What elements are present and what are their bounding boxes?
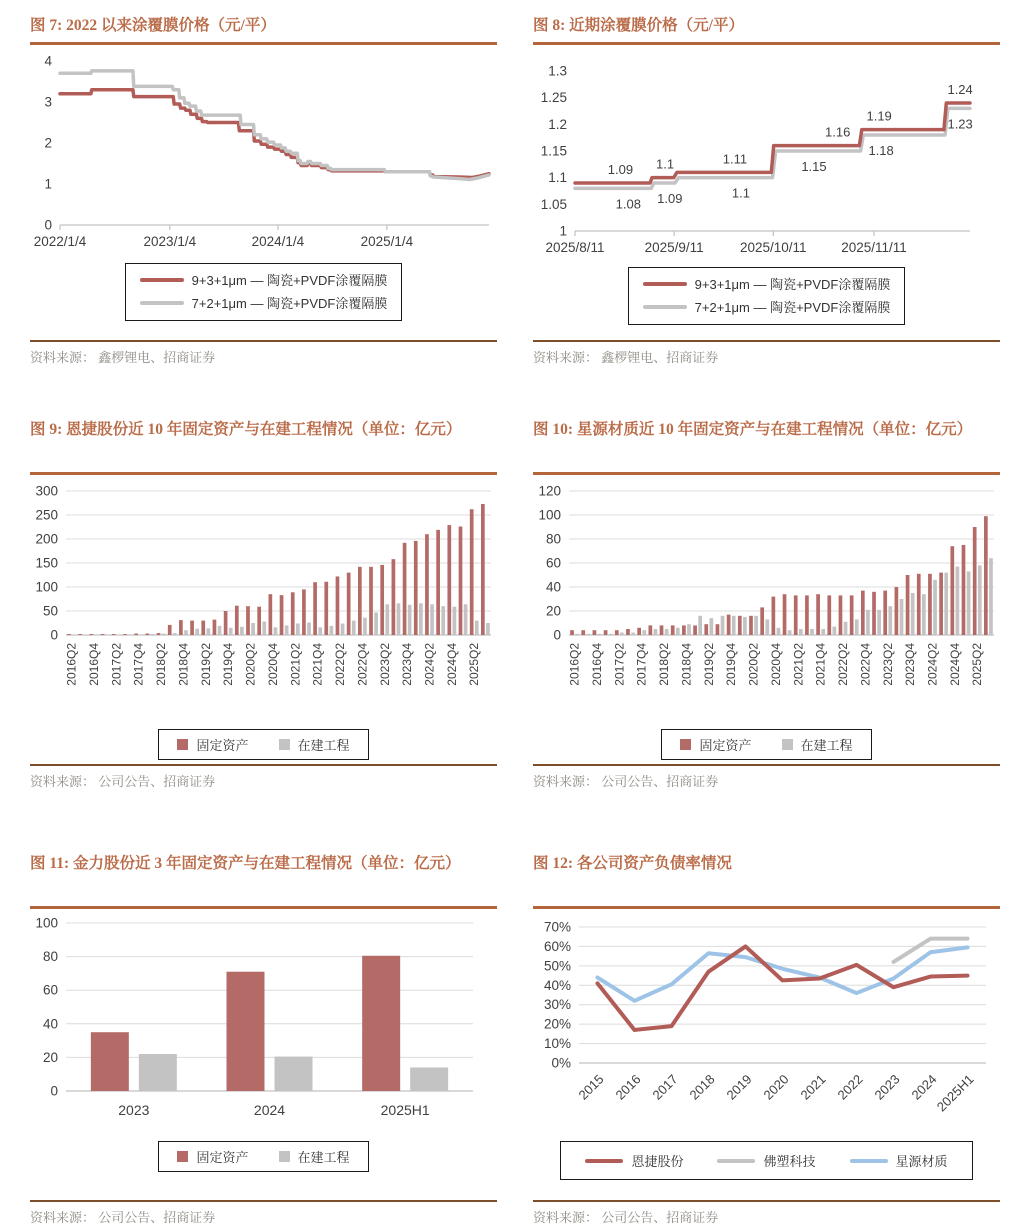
svg-text:20: 20 (545, 603, 561, 619)
figure10-title: 图 10: 星源材质近 10 年固定资产与在建工程情况（单位：亿元） (533, 421, 973, 438)
svg-text:2025/9/11: 2025/9/11 (644, 240, 704, 255)
svg-text:2016: 2016 (612, 1071, 644, 1103)
legend-item (177, 1147, 248, 1166)
svg-text:2017Q2: 2017Q2 (109, 643, 124, 686)
svg-text:300: 300 (35, 483, 58, 499)
figure7-title: 图 7: 2022 以来涂覆膜价格（元/平） (30, 17, 276, 34)
legend-swatch-red-line (140, 278, 184, 282)
figure8-legend-row (533, 267, 1000, 325)
legend-label: 7+2+1μm — 陶瓷+PVDF涂覆隔膜 (191, 296, 388, 311)
legend-item (585, 1151, 683, 1170)
figure8-plot (533, 53, 1000, 257)
svg-text:2025H1: 2025H1 (933, 1071, 977, 1115)
svg-text:1.1: 1.1 (656, 156, 675, 172)
svg-text:0: 0 (50, 627, 58, 643)
legend-item (279, 735, 350, 754)
svg-text:2023Q2: 2023Q2 (880, 643, 895, 686)
figure-12 (533, 852, 1000, 1226)
fig12-legend (560, 1141, 972, 1180)
svg-text:2022: 2022 (834, 1071, 866, 1103)
title-rule (30, 906, 497, 909)
legend-label: 9+3+1μm — 陶瓷+PVDF涂覆隔膜 (191, 273, 388, 288)
figure8-title: 图 8: 近期涂覆膜价格（元/平） (533, 17, 744, 34)
svg-text:2025/8/11: 2025/8/11 (545, 240, 605, 255)
legend-swatch-red-line (643, 282, 687, 286)
svg-text:2023Q4: 2023Q4 (400, 643, 415, 686)
figure9-title: 图 9: 恩捷股份近 10 年固定资产与在建工程情况（单位：亿元） (30, 421, 462, 438)
svg-text:80: 80 (545, 531, 561, 547)
svg-text:2017Q4: 2017Q4 (634, 643, 649, 686)
svg-text:3: 3 (44, 94, 52, 110)
svg-text:2018Q4: 2018Q4 (679, 643, 694, 686)
figure11-source: 资料来源： 公司公告、招商证券 (30, 1200, 497, 1226)
fig7-legend (125, 263, 403, 321)
svg-text:1.18: 1.18 (868, 143, 894, 158)
svg-text:2024Q2: 2024Q2 (925, 643, 940, 686)
svg-text:2025/1/4: 2025/1/4 (360, 234, 414, 249)
svg-text:2020: 2020 (760, 1071, 792, 1103)
svg-text:2020Q2: 2020Q2 (746, 643, 761, 686)
svg-text:2023Q4: 2023Q4 (903, 643, 918, 686)
legend-label: 在建工程 (297, 1150, 350, 1165)
svg-text:1.15: 1.15 (801, 159, 827, 174)
legend-label: 在建工程 (800, 738, 853, 753)
legend-swatch-gray-line (140, 301, 184, 305)
figure-row-1 (30, 14, 1000, 366)
figure11-plot (30, 915, 497, 1127)
legend-swatch-red_bar-square (177, 1151, 188, 1162)
svg-text:2023Q2: 2023Q2 (377, 643, 392, 686)
svg-text:250: 250 (35, 507, 58, 523)
svg-text:2021Q4: 2021Q4 (813, 643, 828, 686)
fig7-canvas (30, 53, 497, 253)
legend-swatch-gray-square (279, 739, 290, 750)
figure10-source: 资料来源： 公司公告、招商证券 (533, 764, 1000, 790)
svg-text:60: 60 (42, 982, 58, 998)
svg-text:1.09: 1.09 (657, 191, 683, 206)
svg-text:0%: 0% (551, 1055, 571, 1071)
figure7-plot (30, 53, 497, 253)
legend-swatch-gray-line (717, 1159, 755, 1163)
svg-text:2023/1/4: 2023/1/4 (143, 234, 197, 249)
fig9-canvas (30, 485, 497, 723)
svg-text:150: 150 (35, 555, 58, 571)
svg-text:2022Q2: 2022Q2 (333, 643, 348, 686)
svg-text:2017Q4: 2017Q4 (131, 643, 146, 686)
fig8-legend (628, 267, 906, 325)
svg-text:2017Q2: 2017Q2 (612, 643, 627, 686)
svg-text:2020Q2: 2020Q2 (243, 643, 258, 686)
fig8-canvas (533, 53, 1000, 257)
figure-9 (30, 418, 497, 790)
svg-text:50: 50 (42, 603, 58, 619)
legend-label: 固定资产 (699, 738, 752, 753)
figure10-plot (533, 485, 1000, 723)
svg-text:60%: 60% (543, 938, 571, 954)
svg-text:1.15: 1.15 (540, 143, 567, 159)
svg-text:2024Q4: 2024Q4 (444, 643, 459, 686)
legend-label: 9+3+1μm — 陶瓷+PVDF涂覆隔膜 (694, 277, 891, 292)
svg-text:1.3: 1.3 (548, 63, 567, 79)
fig12-canvas (533, 919, 1000, 1133)
svg-text:2025Q2: 2025Q2 (970, 643, 985, 686)
figure12-plot (533, 919, 1000, 1133)
svg-text:1.19: 1.19 (866, 108, 892, 124)
svg-text:2019Q2: 2019Q2 (701, 643, 716, 686)
svg-text:2023: 2023 (871, 1071, 903, 1103)
svg-text:1.1: 1.1 (731, 185, 750, 201)
svg-text:100: 100 (538, 507, 561, 523)
legend-item (279, 1147, 350, 1166)
svg-text:2022Q4: 2022Q4 (355, 643, 370, 686)
svg-text:1.23: 1.23 (947, 116, 973, 132)
fig7-line-1 (60, 71, 489, 180)
svg-text:2024: 2024 (253, 1102, 286, 1118)
figure7-legend-row (30, 263, 497, 321)
svg-text:2016Q4: 2016Q4 (86, 643, 101, 686)
svg-text:2024/1/4: 2024/1/4 (251, 234, 305, 249)
svg-text:40%: 40% (543, 977, 571, 993)
svg-text:1.25: 1.25 (540, 90, 567, 106)
svg-text:2025/10/11: 2025/10/11 (740, 240, 807, 255)
legend-label: 星源材质 (895, 1154, 948, 1169)
svg-text:2019Q4: 2019Q4 (221, 643, 236, 686)
svg-text:2: 2 (44, 135, 52, 151)
title-rule (30, 472, 497, 475)
svg-text:2018Q2: 2018Q2 (154, 643, 169, 686)
svg-text:1.2: 1.2 (548, 116, 567, 132)
svg-text:2025Q2: 2025Q2 (467, 643, 482, 686)
fig12-line-0 (598, 947, 968, 1000)
legend-label: 固定资产 (196, 1150, 249, 1165)
legend-swatch-gray-line (643, 305, 687, 309)
svg-text:2024Q2: 2024Q2 (422, 643, 437, 686)
legend-swatch-gray-square (279, 1151, 290, 1162)
legend-swatch-red_bar-square (680, 739, 691, 750)
figure-8 (533, 14, 1000, 366)
svg-text:1.1: 1.1 (548, 170, 567, 186)
fig9-legend (158, 729, 368, 760)
title-rule (533, 472, 1000, 475)
legend-item (643, 297, 891, 316)
svg-text:2015: 2015 (575, 1071, 607, 1103)
legend-item (680, 735, 751, 754)
svg-text:1.16: 1.16 (825, 124, 851, 140)
svg-text:40: 40 (42, 1016, 58, 1032)
svg-text:100: 100 (35, 579, 58, 595)
title-rule (533, 42, 1000, 45)
svg-text:70%: 70% (543, 919, 571, 935)
legend-label: 佛塑科技 (763, 1154, 816, 1169)
svg-text:4: 4 (44, 53, 52, 69)
legend-item (782, 735, 853, 754)
svg-text:2016Q2: 2016Q2 (64, 643, 79, 686)
svg-text:2023: 2023 (118, 1102, 150, 1118)
svg-text:30%: 30% (543, 997, 571, 1013)
legend-item (717, 1151, 815, 1170)
legend-label: 7+2+1μm — 陶瓷+PVDF涂覆隔膜 (694, 300, 891, 315)
title-rule (30, 42, 497, 45)
svg-text:2024: 2024 (908, 1071, 940, 1103)
title-rule (533, 906, 1000, 909)
legend-item (850, 1151, 948, 1170)
figure9-legend-row (30, 729, 497, 760)
svg-text:2022Q4: 2022Q4 (858, 643, 873, 686)
figure9-plot (30, 485, 497, 723)
svg-text:2017: 2017 (649, 1071, 681, 1103)
svg-text:120: 120 (538, 483, 561, 499)
legend-swatch-blue-line (850, 1159, 888, 1163)
svg-text:2021Q4: 2021Q4 (310, 643, 325, 686)
svg-text:50%: 50% (543, 958, 571, 974)
legend-swatch-red_bar-square (177, 739, 188, 750)
svg-text:20: 20 (42, 1049, 58, 1065)
legend-item (177, 735, 248, 754)
svg-text:2020Q4: 2020Q4 (768, 643, 783, 686)
svg-text:2016Q2: 2016Q2 (567, 643, 582, 686)
figure10-legend-row (533, 729, 1000, 760)
svg-text:2020Q4: 2020Q4 (265, 643, 280, 686)
fig7-line-0 (60, 90, 489, 178)
svg-text:1.08: 1.08 (615, 196, 641, 212)
figure9-source: 资料来源： 公司公告、招商证券 (30, 764, 497, 790)
legend-label: 固定资产 (196, 738, 249, 753)
svg-text:100: 100 (35, 915, 58, 931)
svg-text:80: 80 (42, 949, 58, 965)
svg-text:0: 0 (50, 1083, 58, 1099)
figure-11 (30, 852, 497, 1226)
fig10-legend (661, 729, 871, 760)
figure12-source: 资料来源： 公司公告、招商证券 (533, 1200, 1000, 1226)
fig11-canvas (30, 915, 497, 1127)
legend-item (140, 293, 388, 312)
svg-text:0: 0 (44, 217, 52, 233)
svg-text:2018Q2: 2018Q2 (657, 643, 672, 686)
svg-text:2021: 2021 (797, 1071, 829, 1103)
figure8-source: 资料来源： 鑫椤锂电、招商证券 (533, 340, 1000, 366)
figure-row-3 (30, 852, 1000, 1226)
svg-text:2018: 2018 (686, 1071, 718, 1103)
svg-text:60: 60 (545, 555, 561, 571)
svg-text:2022Q2: 2022Q2 (836, 643, 851, 686)
figure12-legend-row (533, 1141, 1000, 1180)
legend-label: 恩捷股份 (631, 1154, 684, 1169)
fig12-line-2 (598, 946, 968, 1030)
svg-text:1.24: 1.24 (947, 82, 973, 97)
legend-label: 在建工程 (297, 738, 350, 753)
fig10-canvas (533, 485, 1000, 723)
svg-text:2022/1/4: 2022/1/4 (33, 234, 87, 249)
svg-text:2021Q2: 2021Q2 (791, 643, 806, 686)
fig8-line-1 (575, 103, 973, 183)
fig11-series-1 (139, 1054, 448, 1091)
svg-text:1.05: 1.05 (540, 196, 567, 212)
svg-text:10%: 10% (543, 1036, 571, 1052)
legend-item (140, 270, 388, 289)
svg-text:0: 0 (553, 627, 561, 643)
figure11-title: 图 11: 金力股份近 3 年固定资产与在建工程情况（单位：亿元） (30, 855, 461, 872)
figure-10 (533, 418, 1000, 790)
svg-text:1: 1 (559, 223, 567, 239)
svg-text:2019Q4: 2019Q4 (724, 643, 739, 686)
figure-7 (30, 14, 497, 366)
svg-text:1: 1 (44, 176, 52, 192)
svg-text:2019: 2019 (723, 1071, 755, 1103)
figure12-title: 图 12: 各公司资产负债率情况 (533, 855, 732, 872)
svg-text:2025H1: 2025H1 (380, 1102, 430, 1118)
svg-text:2021Q2: 2021Q2 (288, 643, 303, 686)
figure11-legend-row (30, 1141, 497, 1172)
svg-text:2019Q2: 2019Q2 (198, 643, 213, 686)
svg-text:2018Q4: 2018Q4 (176, 643, 191, 686)
svg-text:2016Q4: 2016Q4 (589, 643, 604, 686)
svg-text:1.11: 1.11 (722, 151, 748, 167)
svg-text:200: 200 (35, 531, 58, 547)
svg-text:20%: 20% (543, 1016, 571, 1032)
figure-row-2 (30, 418, 1000, 790)
figure7-source: 资料来源： 鑫椤锂电、招商证券 (30, 340, 497, 366)
legend-swatch-red-line (585, 1159, 623, 1163)
svg-text:40: 40 (545, 579, 561, 595)
legend-swatch-gray-square (782, 739, 793, 750)
svg-text:2025/11/11: 2025/11/11 (841, 240, 907, 255)
legend-item (643, 274, 891, 293)
fig11-legend (158, 1141, 368, 1172)
svg-text:2024Q4: 2024Q4 (947, 643, 962, 686)
svg-text:1.09: 1.09 (607, 162, 634, 177)
